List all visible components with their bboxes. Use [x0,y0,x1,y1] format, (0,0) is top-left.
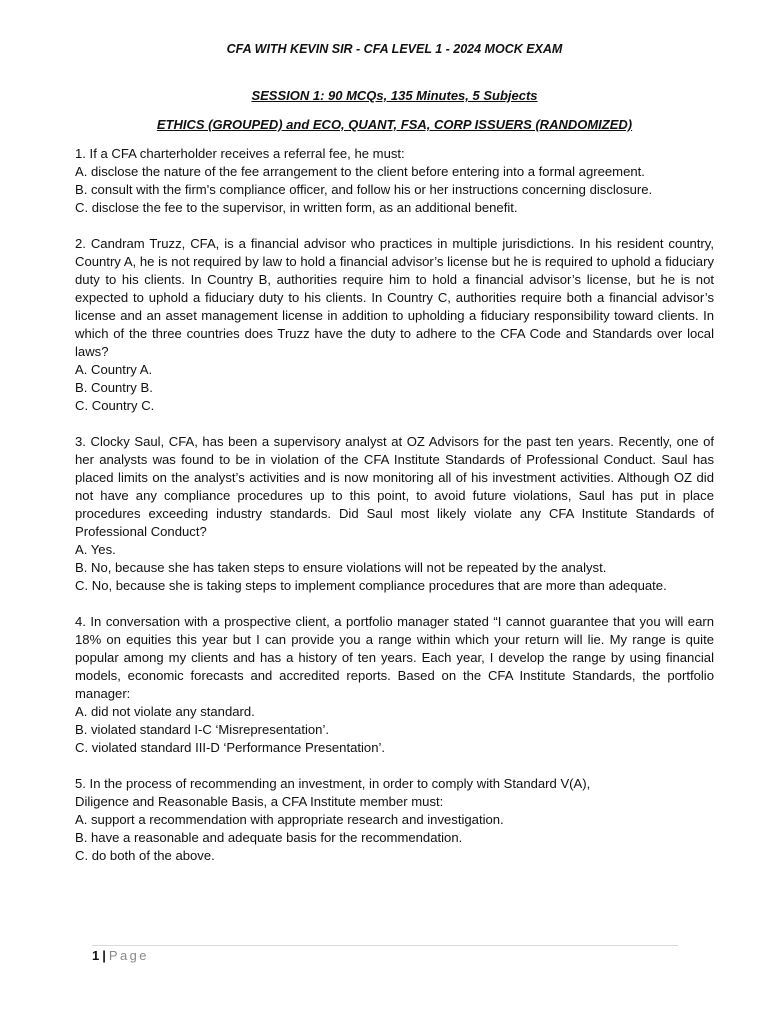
answer-option-b: B. violated standard I-C ‘Misrepresentation’. [75,722,329,737]
answer-option-c: C. disclose the fee to the supervisor, in written form, as an additional benefit. [75,200,518,215]
answer-option-b: B. Country B. [75,380,153,395]
question-4 [75,613,714,757]
question-stem: 3. Clocky Saul, CFA, has been a supervisory analyst at OZ Advisors for the past ten years. Recently, one of her analysts was found to be in violation of the CFA Institute Standards of Professional Conduct. Saul has placed limits on the analyst’s activities and is now monitoring all of his investment activities. Although OZ did not have any compliance procedures up to this point, to avoid future violations, Saul has put in place procedures exceeding industry standards. Did Saul most likely violate any CFA Institute Standards of Professional Conduct? [75,434,714,539]
question-stem: 2. Candram Truzz, CFA, is a financial advisor who practices in multiple jurisdictions. In his resident country, Country A, he is not required by law to hold a financial advisor’s license but he is required to uphold a fiduciary duty to his clients. In Country B, authorities require him to hold a financial advisor’s license, but he is not expected to uphold a fiduciary duty to his clients. In Country C, authorities require both a financial advisor’s license and an asset management license in addition to upholding a fiduciary responsibility toward clients. In which of the three countries does Truzz have the duty to adhere to the CFA Code and Standards over local laws? [75,236,714,359]
page-footer [92,948,149,964]
answer-option-a: A. disclose the nature of the fee arrangement to the client before entering into a formal agreement. [75,164,645,179]
question-list [75,145,714,883]
page-separator: | [102,948,106,963]
page-label: Page [108,948,149,963]
question-5 [75,775,714,865]
answer-option-a: A. support a recommendation with appropriate research and investigation. [75,812,504,827]
exam-title: CFA WITH KEVIN SIR - CFA LEVEL 1 - 2024 MOCK EXAM [226,42,563,56]
question-stem-line: Diligence and Reasonable Basis, a CFA Institute member must: [75,794,444,809]
question-stem: 4. In conversation with a prospective client, a portfolio manager stated “I cannot guarantee that you will earn 18% on equities this year but I can provide you a range within which your return will lie. My range is quite popular among my clients and has a history of ten years. Each year, I develop the range by using financial models, economic forecasts and accredited reports. Based on the CFA Institute Standards, the portfolio manager: [75,614,714,701]
question-stem: 1. If a CFA charterholder receives a referral fee, he must: [75,146,405,161]
footer-divider [92,945,678,946]
question-stem-line: 5. In the process of recommending an investment, in order to comply with Standard V(A), [75,776,591,791]
answer-option-a: A. Country A. [75,362,153,377]
answer-option-a: A. Yes. [75,542,116,557]
question-1 [75,145,714,217]
answer-option-a: A. did not violate any standard. [75,704,255,719]
answer-option-b: B. consult with the firm's compliance officer, and follow his or her instructions concerning disclosure. [75,182,653,197]
answer-option-c: C. No, because she is taking steps to implement compliance procedures that are more than adequate. [75,578,667,593]
answer-option-b: B. have a reasonable and adequate basis for the recommendation. [75,830,463,845]
subjects-heading: ETHICS (GROUPED) and ECO, QUANT, FSA, CORP ISSUERS (RANDOMIZED) [156,117,633,132]
answer-option-c: C. violated standard III-D ‘Performance Presentation’. [75,740,386,755]
question-2 [75,235,714,415]
answer-option-b: B. No, because she has taken steps to ensure violations will not be repeated by the analyst. [75,560,607,575]
answer-option-c: C. do both of the above. [75,848,215,863]
page-number: 1 [92,948,100,963]
answer-option-c: C. Country C. [75,398,155,413]
question-3 [75,433,714,595]
session-heading: SESSION 1: 90 MCQs, 135 Minutes, 5 Subjects [251,88,538,103]
